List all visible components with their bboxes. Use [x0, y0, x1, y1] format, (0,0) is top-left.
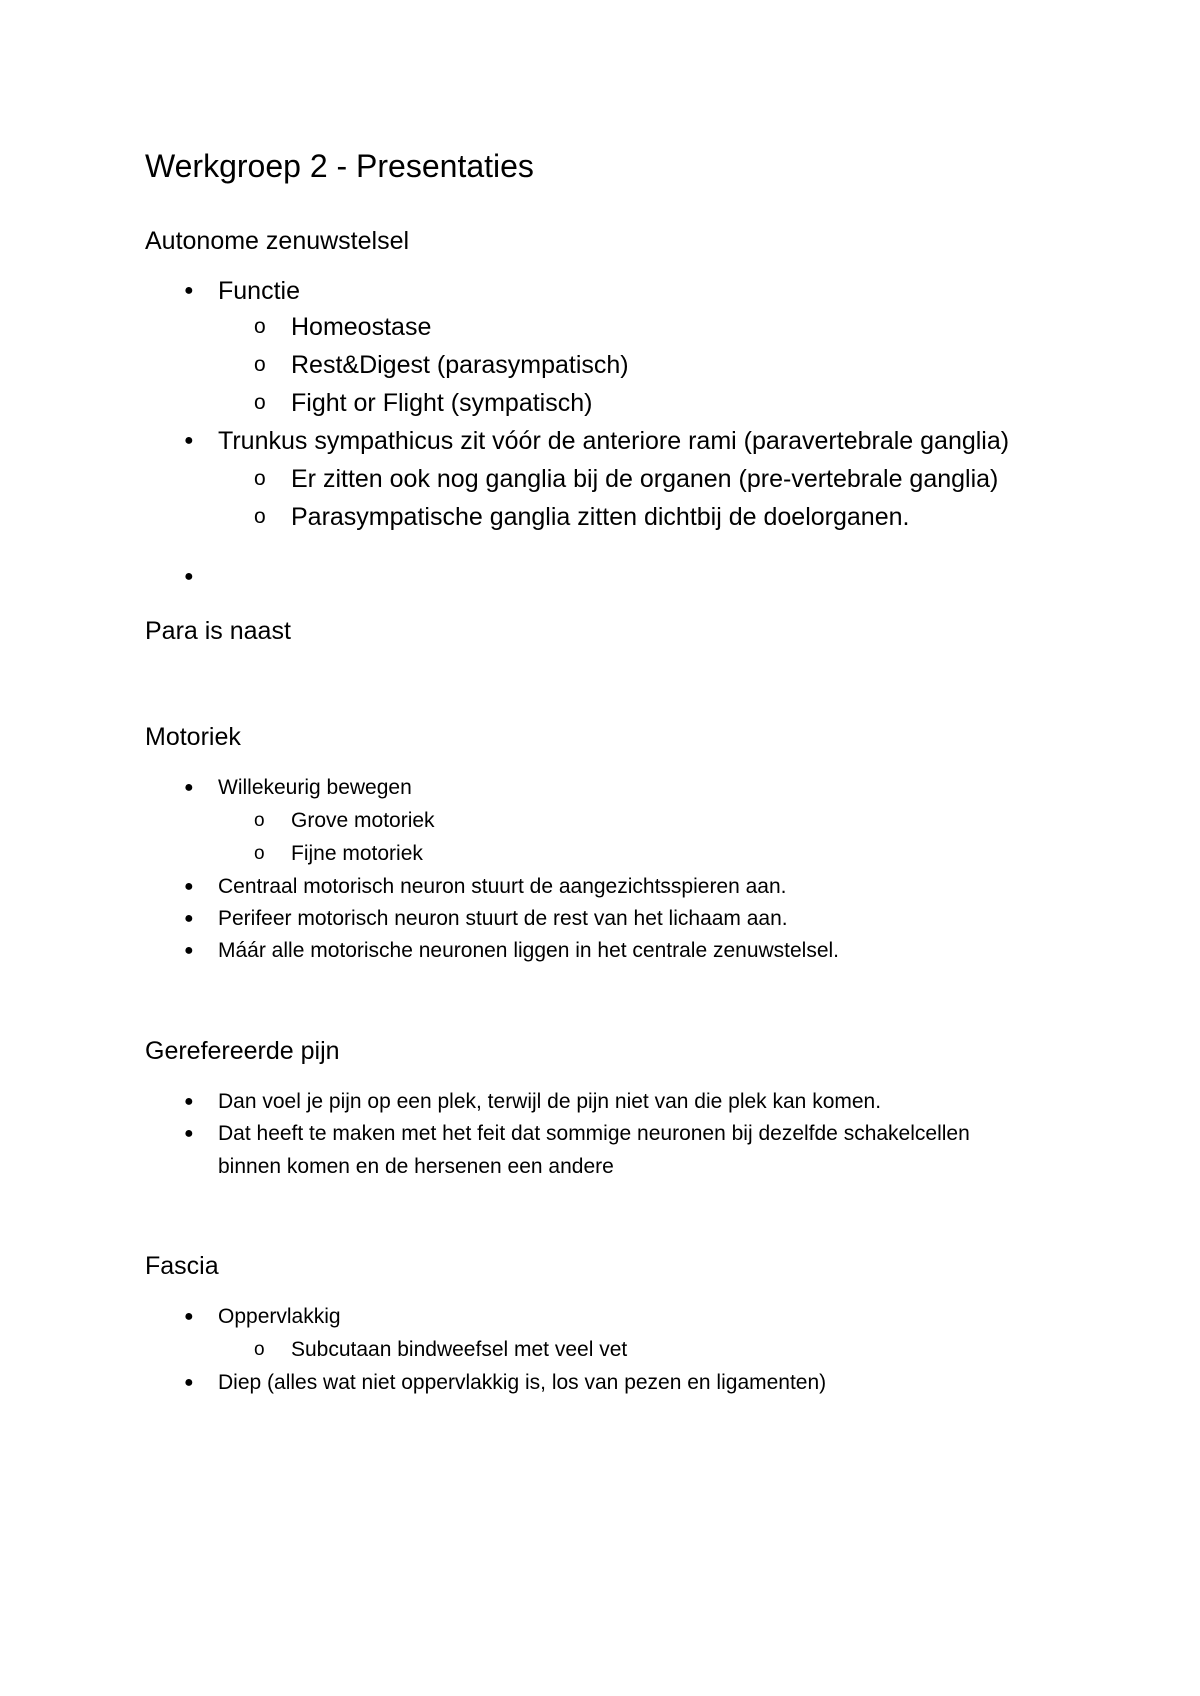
bullet-icon: ● [184, 779, 194, 796]
sub-bullet-icon: o [254, 843, 265, 864]
bullet-icon: ● [184, 910, 194, 927]
list-item-continuation: binnen komen en de hersenen een andere [218, 1155, 614, 1178]
note-text: Para is naast [145, 617, 291, 645]
list-item: Rest&Digest (parasympatisch) [291, 351, 629, 379]
bullet-icon: ● [184, 1125, 194, 1142]
list-item: Parasympatische ganglia zitten dichtbij de doelorganen. [291, 503, 910, 531]
list-item: Oppervlakkig [218, 1305, 341, 1328]
bullet-icon: ● [184, 432, 194, 449]
bullet-icon: ● [184, 1308, 194, 1325]
list-item: Dat heeft te maken met het feit dat sommige neuronen bij dezelfde schakelcellen [218, 1122, 970, 1145]
list-item: Functie [218, 277, 300, 305]
section-heading-fascia: Fascia [145, 1252, 219, 1280]
list-item: Máár alle motorische neuronen liggen in het centrale zenuwstelsel. [218, 939, 840, 962]
document-title: Werkgroep 2 - Presentaties [145, 148, 534, 184]
section-heading-motoriek: Motoriek [145, 723, 241, 751]
list-item: Dan voel je pijn op een plek, terwijl de pijn niet van die plek kan komen. [218, 1090, 882, 1113]
list-item: Diep (alles wat niet oppervlakkig is, los van pezen en ligamenten) [218, 1371, 827, 1394]
sub-bullet-icon: o [254, 810, 265, 831]
list-item: Subcutaan bindweefsel met veel vet [291, 1338, 628, 1361]
list-item: Trunkus sympathicus zit vóór de anteriore rami (paravertebrale ganglia) [218, 427, 1010, 455]
bullet-icon: ● [184, 282, 194, 299]
sub-bullet-icon: o [254, 1339, 265, 1360]
sub-bullet-icon: o [254, 505, 266, 528]
list-item: Er zitten ook nog ganglia bij de organen (pre-vertebrale ganglia) [291, 465, 999, 493]
bullet-icon: ● [184, 1093, 194, 1110]
list-item: Homeostase [291, 313, 432, 341]
bullet-icon: ● [184, 878, 194, 895]
empty-bullet-icon: ● [184, 568, 194, 585]
list-item: Willekeurig bewegen [218, 776, 412, 799]
list-item: Grove motoriek [291, 809, 435, 832]
bullet-icon: ● [184, 942, 194, 959]
list-item: Fight or Flight (sympatisch) [291, 389, 593, 417]
list-item: Perifeer motorisch neuron stuurt de rest van het lichaam aan. [218, 907, 788, 930]
list-item: Centraal motorisch neuron stuurt de aangezichtsspieren aan. [218, 875, 787, 898]
sub-bullet-icon: o [254, 315, 266, 338]
sub-bullet-icon: o [254, 391, 266, 414]
section-heading-autonoom: Autonome zenuwstelsel [145, 227, 410, 255]
bullet-icon: ● [184, 1374, 194, 1391]
section-heading-pijn: Gerefereerde pijn [145, 1037, 340, 1065]
sub-bullet-icon: o [254, 467, 266, 490]
sub-bullet-icon: o [254, 353, 266, 376]
list-item: Fijne motoriek [291, 842, 423, 865]
